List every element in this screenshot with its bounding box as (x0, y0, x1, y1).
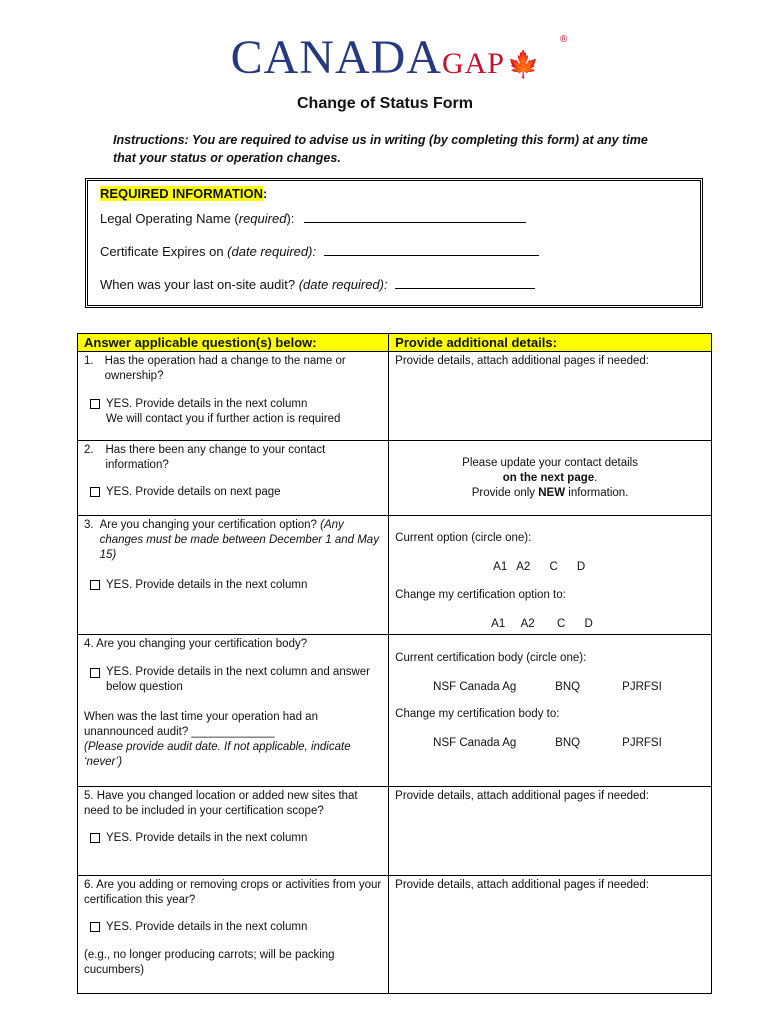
q3-current-a1[interactable]: A1 (493, 561, 508, 573)
q2-details-line2-end: . (594, 471, 598, 484)
instructions: Instructions: You are required to advise us in writing (by completing this form) at any time that your status or operation changes. (113, 133, 648, 165)
q4-audit-note: (Please provide audit date. If not applicable, indicate ‘never’) (84, 741, 351, 768)
q4-current-pjrfsi[interactable]: PJRFSI (622, 681, 662, 693)
page-title: Change of Status Form (296, 95, 473, 112)
legal-name-end: ): (286, 211, 295, 226)
q3-question: Are you changing your certification option? (99, 519, 317, 531)
q3-yes-label: YES. Provide details in the next column (106, 579, 308, 591)
q4-current-bnq[interactable]: BNQ (555, 681, 581, 693)
legal-name-label: Legal Operating Name ( (100, 211, 239, 226)
q2-question: Has there been any change to your contact information? (105, 444, 326, 471)
legal-name-field[interactable] (304, 210, 526, 223)
canadagap-logo (0, 30, 770, 85)
cert-expires-italic: (date required): (227, 244, 317, 259)
cert-expires-label: Certificate Expires on (100, 244, 228, 259)
q3-number: 3. (84, 519, 94, 531)
q3-current-d[interactable]: D (576, 561, 586, 573)
q5-question: 5. Have you changed location or added new sites that need to be included in your certification scope? (84, 790, 358, 817)
q4-change-nsf[interactable]: NSF Canada Ag (433, 737, 517, 749)
table-row-q4 (78, 635, 712, 787)
logo-main-text: CANADA (230, 31, 442, 84)
table-row-q3 (78, 516, 712, 635)
q1-number: 1. (84, 355, 94, 367)
q2-details-line1: Please update your contact details (462, 456, 638, 469)
q3-change-a2[interactable]: A2 (520, 618, 535, 630)
header-left: Answer applicable question(s) below: (78, 334, 389, 352)
q6-yes-label: YES. Provide details in the next column (106, 921, 308, 933)
q6-yes-checkbox[interactable] (90, 922, 100, 932)
q3-current-a2[interactable]: A2 (516, 561, 531, 573)
table-row-q6 (78, 876, 712, 994)
q5-yes-label: YES. Provide details in the next column (106, 832, 308, 844)
questions-table (77, 333, 712, 994)
q2-details-line3a: Provide only (471, 486, 539, 499)
q4-change-pjrfsi[interactable]: PJRFSI (622, 737, 662, 749)
q2-yes-label: YES. Provide details on next page (106, 486, 281, 498)
q4-change-bnq[interactable]: BNQ (555, 737, 581, 749)
logo-sub-text: GAP (441, 47, 505, 80)
required-heading-colon: : (262, 186, 268, 201)
table-row-q1 (78, 352, 712, 441)
q4-audit-question: When was the last time your operation had an unannounced audit? _____________ (84, 711, 318, 738)
q2-details-line2: on the next page (502, 471, 595, 484)
q2-details-line3c: information. (565, 486, 629, 499)
q1-details-label: Provide details, attach additional pages if needed: (395, 355, 649, 367)
q2-details-new: NEW (538, 486, 566, 499)
q4-yes-checkbox[interactable] (90, 668, 100, 678)
last-audit-label: When was your last on-site audit? (100, 277, 299, 292)
q4-current-nsf[interactable]: NSF Canada Ag (433, 681, 517, 693)
q6-question: 6. Are you adding or removing crops or activities from your certification this year? (84, 879, 382, 906)
q3-change-d[interactable]: D (584, 618, 593, 630)
q2-number: 2. (84, 444, 94, 456)
registered-mark: ® (560, 34, 568, 45)
header-right: Provide additional details: (389, 334, 712, 352)
q3-change-a1[interactable]: A1 (491, 618, 506, 630)
q4-question: 4. Are you changing your certification body? (84, 638, 308, 650)
q6-example: (e.g., no longer producing carrots; will be packing cucumbers) (84, 949, 335, 976)
q3-change-c[interactable]: C (557, 618, 566, 630)
q3-current-c[interactable]: C (549, 561, 558, 573)
q3-change-option-label: Change my certification option to: (395, 589, 566, 601)
cert-expires-row (100, 243, 539, 259)
maple-leaf-icon: 🍁 (506, 49, 540, 79)
q4-current-body-label: Current certification body (circle one): (395, 652, 587, 664)
required-information-box (85, 178, 703, 308)
table-row-q5 (78, 787, 712, 876)
legal-name-row (100, 210, 526, 226)
q1-yes-label: YES. Provide details in the next column (106, 398, 308, 410)
cert-expires-field[interactable] (324, 243, 539, 256)
table-row-q2 (78, 441, 712, 516)
q1-yes-checkbox[interactable] (90, 399, 100, 409)
q1-question: Has the operation had a change to the name or ownership? (104, 355, 346, 382)
last-audit-field[interactable] (395, 276, 535, 289)
q4-change-body-label: Change my certification body to: (395, 708, 560, 720)
q5-yes-checkbox[interactable] (90, 833, 100, 843)
q4-yes-label: YES. Provide details in the next column and answer below question (106, 666, 371, 693)
q6-details-label: Provide details, attach additional pages if needed: (395, 879, 649, 891)
q3-current-option-label: Current option (circle one): (395, 532, 532, 544)
q2-yes-checkbox[interactable] (90, 487, 100, 497)
legal-name-italic: required (238, 211, 287, 226)
last-audit-italic: (date required): (298, 277, 388, 292)
q5-details-label: Provide details, attach additional pages if needed: (395, 790, 649, 802)
q3-question-note: (Any changes must be made between December 1 and May 15) (99, 519, 379, 561)
q3-yes-checkbox[interactable] (90, 580, 100, 590)
required-heading: REQUIRED INFORMATION (100, 186, 263, 201)
q1-note: We will contact you if further action is required (106, 413, 341, 425)
last-audit-row (100, 276, 535, 292)
